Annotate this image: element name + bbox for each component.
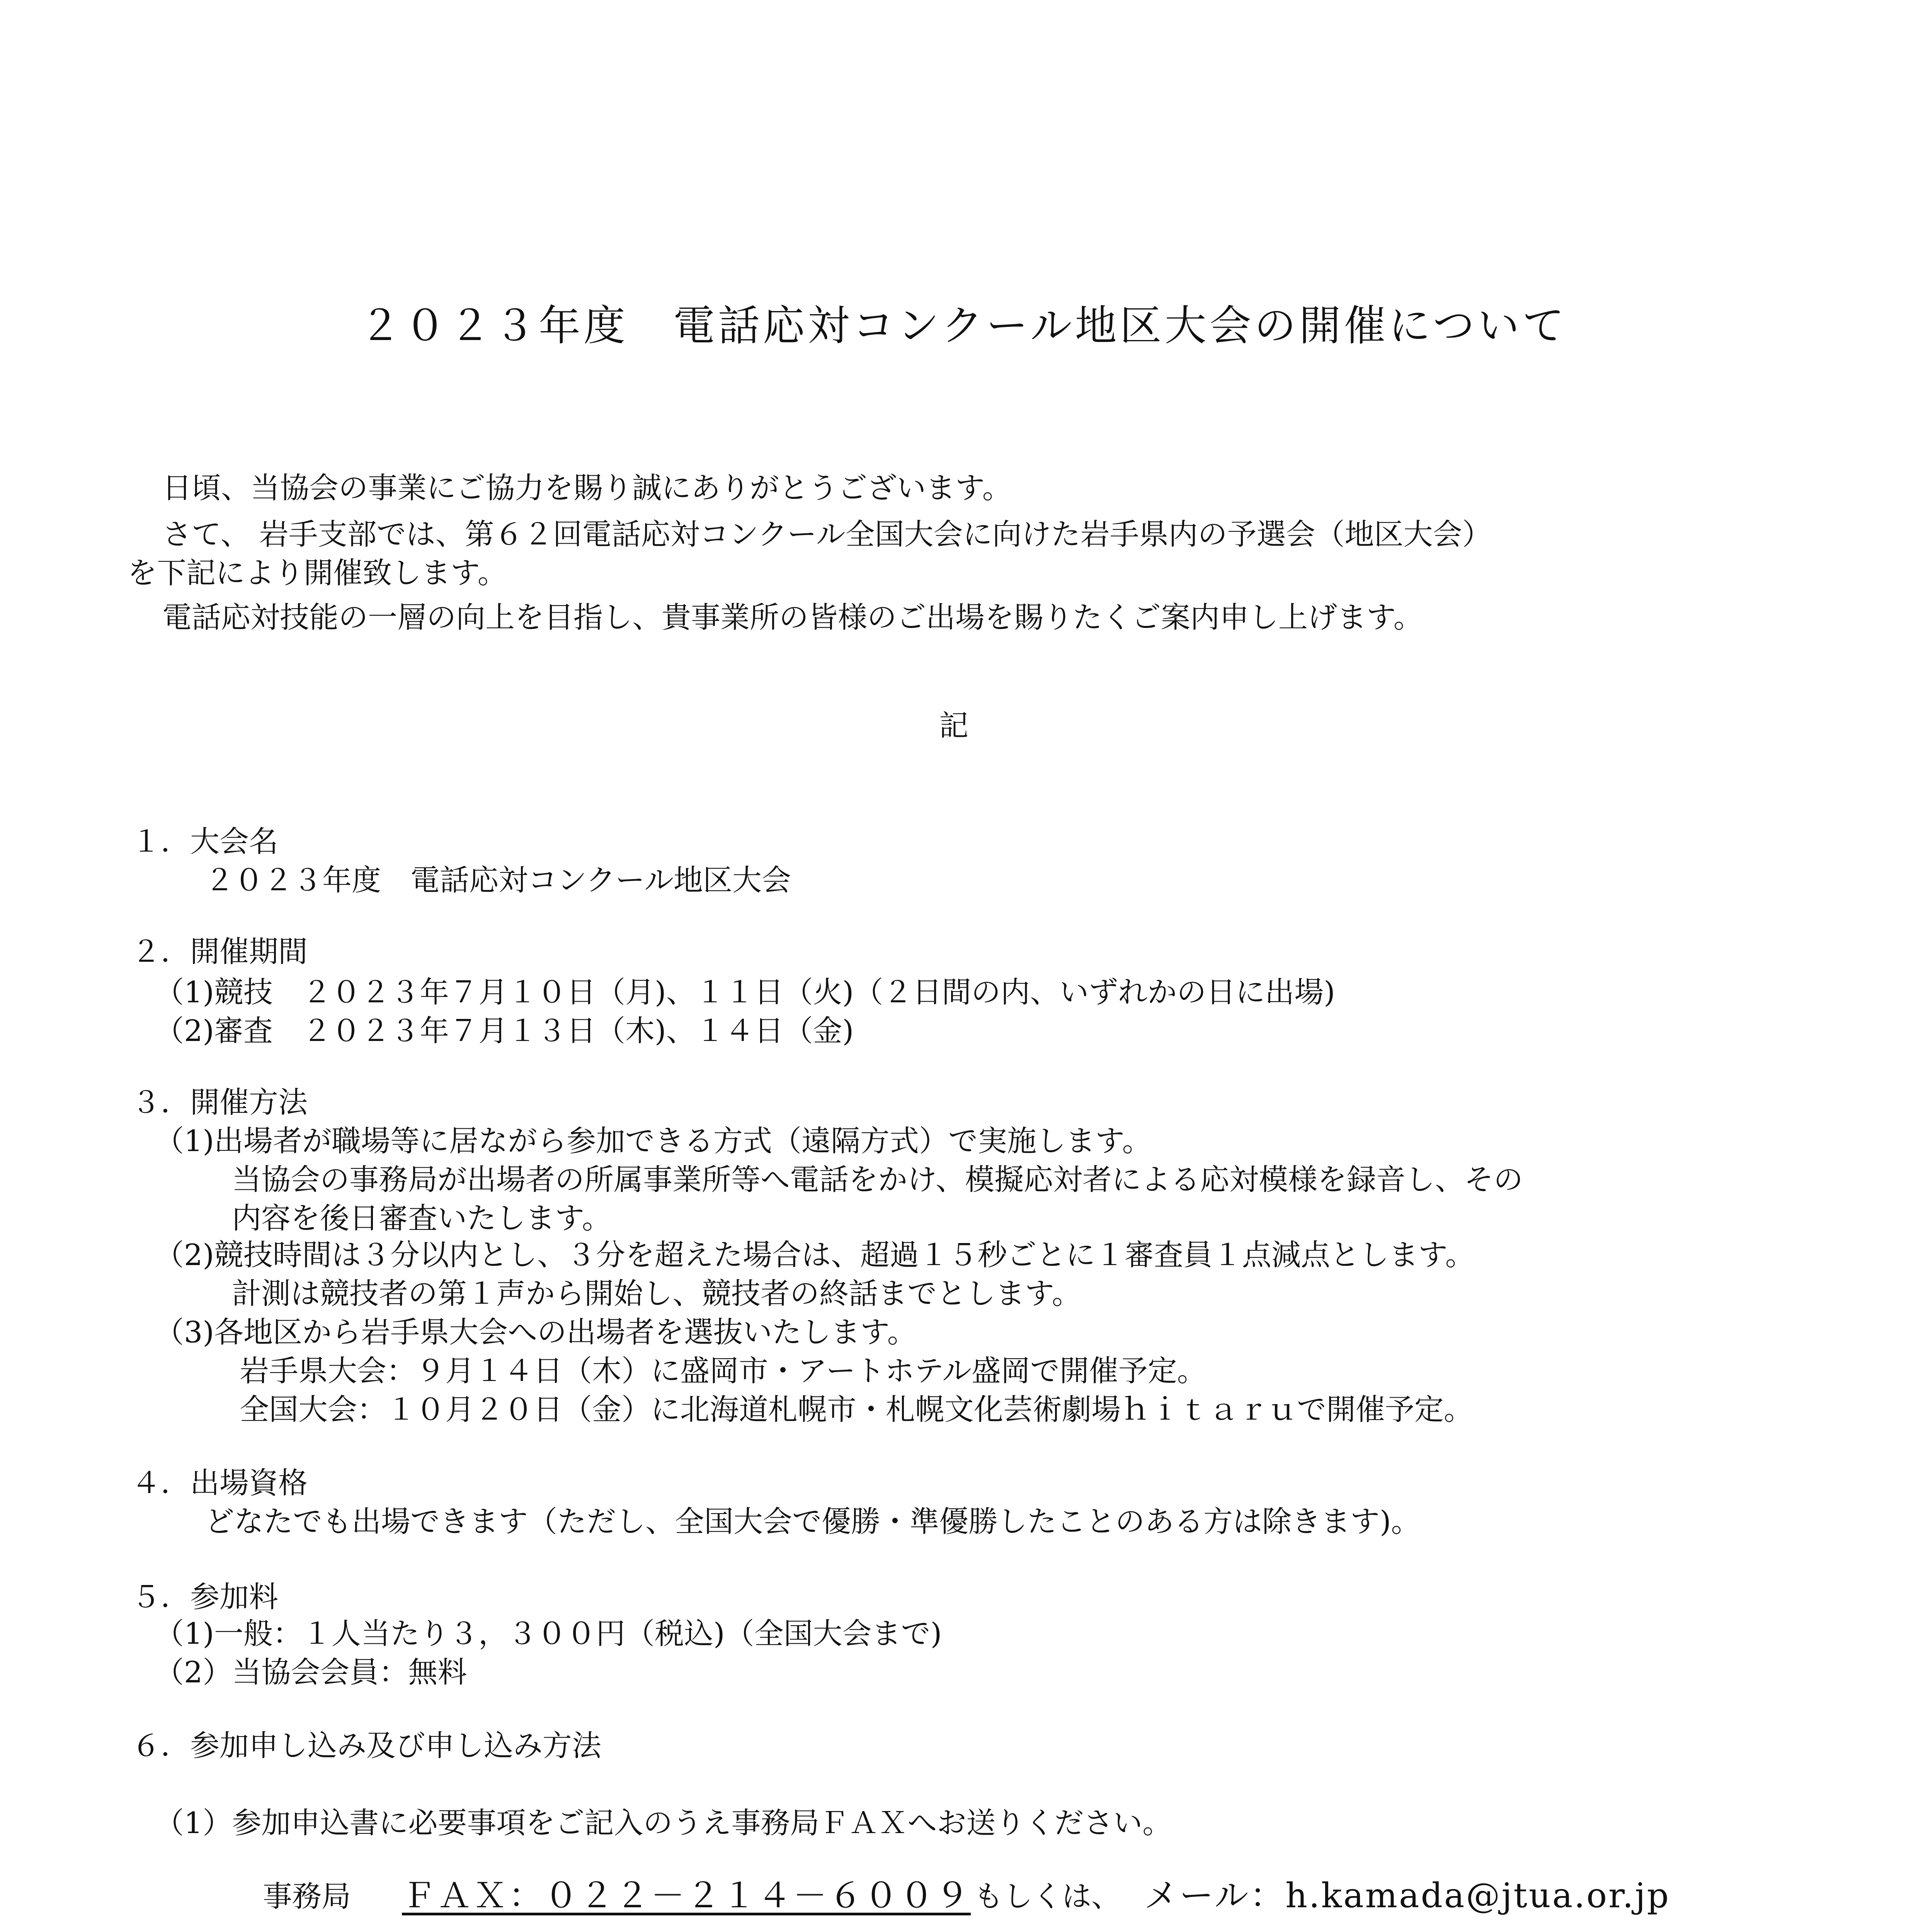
section-3-item-2-cont: 計測は競技者の第１声から開始し、競技者の終話までとします。 [232,1276,1081,1311]
office-label: 事務局 [263,1879,351,1913]
section-3-item-2: （2)競技時間は３分以内とし、３分を超えた場合は、超過１５秒ごとに１審査員１点減点とします。 [155,1238,1475,1272]
intro-line-4: 電話応対技能の一層の向上を目指し、貴事業所の皆様のご出場を賜りたくご案内申し上げます。 [162,600,1423,634]
section-2-item-2: （2)審査 ２０２３年７月１３日（木)、１４日（金) [155,1014,854,1048]
section-5-item-2: （2）当協会会員：無料 [155,1655,467,1689]
mail-link[interactable]: メール：h.kamada@jtua.or.jp [1144,1876,1671,1915]
section-3-item-3: （3)各地区から岩手県大会への出場者を選抜いたします。 [155,1315,917,1349]
section-3-heading: ３．開催方法 [131,1085,308,1119]
section-4-heading: ４．出場資格 [131,1466,308,1500]
page-title: ２０２３年度 電話応対コンクール地区大会の開催について [359,302,1567,350]
section-4-body: どなたでも出場できます（ただし、全国大会で優勝・準優勝したことのある方は除きます)。 [205,1504,1421,1539]
ki-heading: 記 [939,708,968,743]
fax-number: ＦＡＸ：０２２－２１４－６００９ [402,1876,971,1915]
section-2-item-1: （1)競技 ２０２３年７月１０日（月)、１１日（火)（２日間の内、いずれかの日に出場) [155,975,1335,1009]
section-3-item-3-cont-2: 全国大会：１０月２０日（金）に北海道札幌市・札幌文化芸術劇場ｈｉｔａｒｕで開催予定。 [240,1392,1473,1427]
section-6-item-1: （1）参加申込書に必要事項をご記入のうえ事務局ＦＡＸへお送りください。 [155,1806,1172,1840]
or-text: もしくは、 [974,1879,1121,1913]
section-6-heading: ６．参加申し込み及び申し込み方法 [131,1728,601,1763]
section-3-item-3-cont-1: 岩手県大会：９月１４日（木）に盛岡市・アートホテル盛岡で開催予定。 [240,1354,1206,1388]
intro-line-3: を下記により開催致します。 [128,556,507,590]
intro-line-1: 日頃、当協会の事業にご協力を賜り誠にありがとうございます。 [162,471,1012,505]
section-2-heading: ２．開催期間 [131,934,308,969]
intro-line-2: さて、 岩手支部では、第６２回電話応対コンクール全国大会に向けた岩手県内の予選会（地区大会） [162,517,1492,551]
section-3-item-1: （1)出場者が職場等に居ながら参加できる方式（遠隔方式）で実施します。 [155,1124,1152,1158]
section-1-heading: １．大会名 [131,824,278,859]
section-5-item-1: （1)一般：１人当たり３，３００円（税込)（全国大会まで) [155,1616,942,1651]
section-1-body: ２０２３年度 電話応対コンクール地区大会 [205,863,791,897]
section-3-item-1-cont-1: 当協会の事務局が出場者の所属事業所等へ電話をかけ、模擬応対者による応対模様を録音し、その [232,1162,1523,1197]
section-3-item-1-cont-2: 内容を後日審査いたします。 [232,1201,611,1235]
section-5-heading: ５．参加料 [131,1580,278,1614]
